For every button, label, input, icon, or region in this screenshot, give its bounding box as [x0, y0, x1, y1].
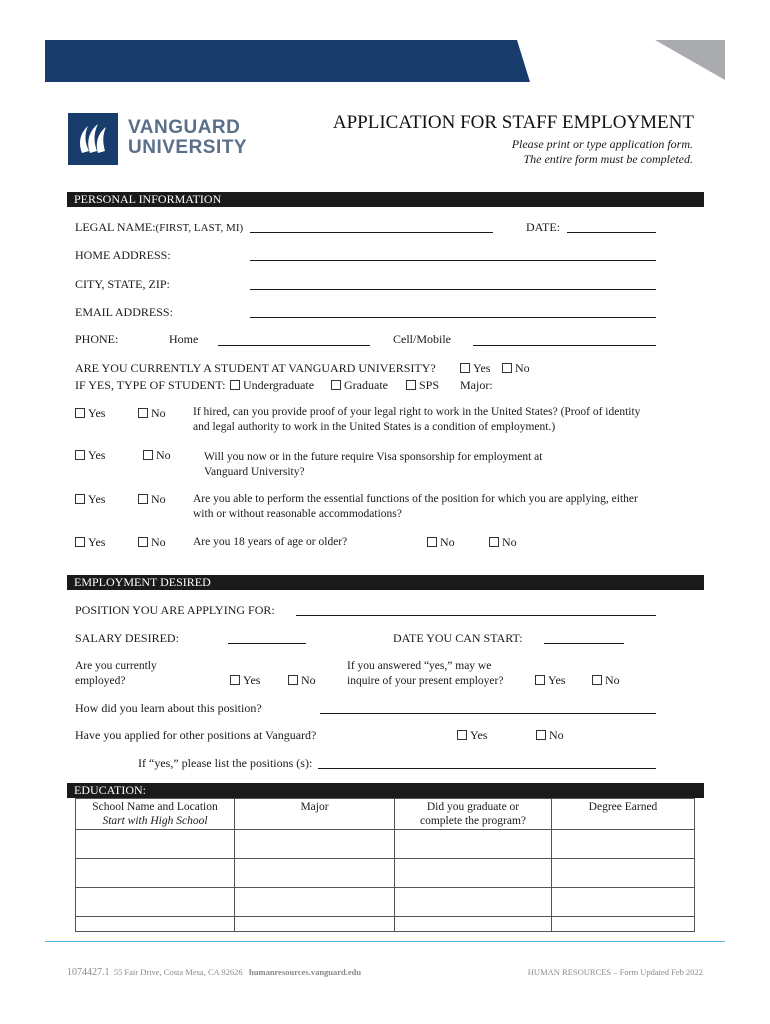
sps-option[interactable]: SPS: [406, 378, 439, 393]
q1-yes-option[interactable]: Yes: [75, 406, 105, 421]
q4-no-option-2[interactable]: No: [427, 535, 455, 550]
checkbox-icon[interactable]: [75, 494, 85, 504]
logo-wordmark: VANGUARD UNIVERSITY: [128, 117, 248, 158]
q3-no-option[interactable]: No: [138, 492, 166, 507]
table-cell[interactable]: [76, 888, 235, 917]
q2-text: Will you now or in the future require Visa sponsorship for employment at Vanguard University?: [204, 451, 543, 478]
q2-no-option[interactable]: No: [143, 448, 171, 463]
inquire-yes-option[interactable]: Yes: [535, 673, 565, 688]
employed-no-option[interactable]: No: [288, 673, 316, 688]
employed-yes-option[interactable]: Yes: [230, 673, 260, 688]
student-type-label: IF YES, TYPE OF STUDENT:: [75, 378, 226, 392]
employed-question: Are you currently employed?: [75, 660, 157, 687]
checkbox-icon[interactable]: [75, 537, 85, 547]
salary-field[interactable]: [228, 643, 306, 644]
checkbox-icon[interactable]: [75, 408, 85, 418]
city-state-zip-field[interactable]: [250, 289, 656, 290]
header-banner: [45, 40, 530, 82]
learn-label: How did you learn about this position?: [75, 701, 262, 715]
legal-name-label: LEGAL NAME:(FIRST, LAST, MI): [75, 220, 244, 234]
checkbox-icon[interactable]: [138, 408, 148, 418]
checkbox-icon[interactable]: [460, 363, 470, 373]
checkbox-icon[interactable]: [427, 537, 437, 547]
checkbox-icon[interactable]: [535, 675, 545, 685]
table-cell[interactable]: [76, 859, 235, 888]
table-cell[interactable]: [552, 859, 695, 888]
checkbox-icon[interactable]: [502, 363, 512, 373]
checkbox-icon[interactable]: [138, 494, 148, 504]
inquire-question: If you answered “yes,” may we inquire of your present employer?: [347, 660, 504, 687]
student-question: ARE YOU CURRENTLY A STUDENT AT VANGUARD UNIVERSITY?: [75, 361, 436, 375]
student-yes-option[interactable]: Yes: [460, 361, 490, 376]
applied-no-option[interactable]: No: [536, 728, 564, 743]
list-positions-field[interactable]: [318, 768, 656, 769]
table-cell[interactable]: [552, 830, 695, 859]
cell-phone-label: Cell/Mobile: [393, 332, 451, 346]
student-no-option[interactable]: No: [502, 361, 530, 376]
table-cell[interactable]: [395, 859, 552, 888]
table-row: [76, 917, 695, 932]
email-field[interactable]: [250, 317, 656, 318]
checkbox-icon[interactable]: [288, 675, 298, 685]
table-cell[interactable]: [552, 888, 695, 917]
major-label: Major:: [460, 378, 493, 392]
q4-no-option[interactable]: No: [138, 535, 166, 550]
phone-label: PHONE:: [75, 332, 119, 346]
date-label: DATE:: [526, 220, 560, 234]
q2-yes-option[interactable]: Yes: [75, 448, 105, 463]
q3-text: Are you able to perform the essential functions of the position for which you are applying, either with or without reasonable accommodations?: [193, 493, 638, 520]
graduate-option[interactable]: Graduate: [331, 378, 388, 393]
applied-label: Have you applied for other positions at Vanguard?: [75, 728, 317, 742]
cell-phone-field[interactable]: [473, 345, 656, 346]
table-cell[interactable]: [235, 859, 395, 888]
date-field[interactable]: [567, 232, 656, 233]
table-cell[interactable]: [395, 917, 552, 932]
table-row: [76, 888, 695, 917]
start-date-field[interactable]: [544, 643, 624, 644]
undergraduate-option[interactable]: Undergraduate: [230, 378, 314, 393]
position-label: POSITION YOU ARE APPLYING FOR:: [75, 603, 275, 617]
email-label: EMAIL ADDRESS:: [75, 305, 173, 319]
page-title: APPLICATION FOR STAFF EMPLOYMENT: [332, 112, 694, 133]
corner-decoration: [655, 40, 725, 80]
legal-name-field[interactable]: [250, 232, 493, 233]
table-cell[interactable]: [76, 830, 235, 859]
start-date-label: DATE YOU CAN START:: [393, 631, 523, 645]
checkbox-icon[interactable]: [230, 675, 240, 685]
salary-label: SALARY DESIRED:: [75, 631, 179, 645]
checkbox-icon[interactable]: [536, 730, 546, 740]
page-subtitle: Please print or type application form. The entire form must be completed.: [511, 137, 693, 166]
table-row: [76, 859, 695, 888]
inquire-no-option[interactable]: No: [592, 673, 620, 688]
checkbox-icon[interactable]: [489, 537, 499, 547]
table-cell[interactable]: [76, 917, 235, 932]
home-address-field[interactable]: [250, 260, 656, 261]
list-positions-label: If “yes,” please list the positions (s):: [138, 756, 313, 770]
checkbox-icon[interactable]: [457, 730, 467, 740]
table-cell[interactable]: [235, 917, 395, 932]
table-cell[interactable]: [235, 830, 395, 859]
learn-field[interactable]: [320, 713, 656, 714]
col-school: School Name and Location Start with High School: [76, 799, 235, 830]
checkbox-icon[interactable]: [138, 537, 148, 547]
checkbox-icon[interactable]: [75, 450, 85, 460]
home-phone-field[interactable]: [218, 345, 370, 346]
table-cell[interactable]: [552, 917, 695, 932]
section-employment-desired: EMPLOYMENT DESIRED: [67, 575, 704, 590]
checkbox-icon[interactable]: [331, 380, 341, 390]
col-degree: Degree Earned: [552, 799, 695, 830]
section-education: EDUCATION:: [67, 783, 704, 798]
footer-right: HUMAN RESOURCES – Form Updated Feb 2022: [527, 967, 703, 977]
checkbox-icon[interactable]: [230, 380, 240, 390]
footer-left: 1074427.1 55 Fair Drive, Costa Mesa, CA 92626 humanresources.vanguard.edu: [67, 967, 362, 978]
table-cell[interactable]: [235, 888, 395, 917]
education-header-row: [76, 799, 695, 830]
checkbox-icon[interactable]: [143, 450, 153, 460]
q1-text: If hired, can you provide proof of your legal right to work in the United States? (Proof of identity and legal authority to work in the United States is a condition of employment.): [193, 406, 641, 433]
q4-yes-option[interactable]: Yes: [75, 535, 105, 550]
position-field[interactable]: [296, 615, 656, 616]
education-table: [75, 798, 695, 932]
home-phone-label: Home: [169, 332, 199, 346]
table-row: [76, 830, 695, 859]
q4-text: Are you 18 years of age or older?: [193, 536, 348, 548]
checkbox-icon[interactable]: [406, 380, 416, 390]
col-graduate: Did you graduate or complete the program?: [395, 799, 552, 830]
col-major: Major: [235, 799, 395, 830]
q4-no-option-3[interactable]: No: [489, 535, 517, 550]
checkbox-icon[interactable]: [592, 675, 602, 685]
q1-no-option[interactable]: No: [138, 406, 166, 421]
q3-yes-option[interactable]: Yes: [75, 492, 105, 507]
table-cell[interactable]: [395, 830, 552, 859]
footer-divider: [45, 941, 725, 942]
city-state-zip-label: CITY, STATE, ZIP:: [75, 277, 170, 291]
home-address-label: HOME ADDRESS:: [75, 248, 171, 262]
section-personal-information: PERSONAL INFORMATION: [67, 192, 704, 207]
applied-yes-option[interactable]: Yes: [457, 728, 487, 743]
vanguard-logo-icon: [68, 113, 118, 165]
table-cell[interactable]: [395, 888, 552, 917]
